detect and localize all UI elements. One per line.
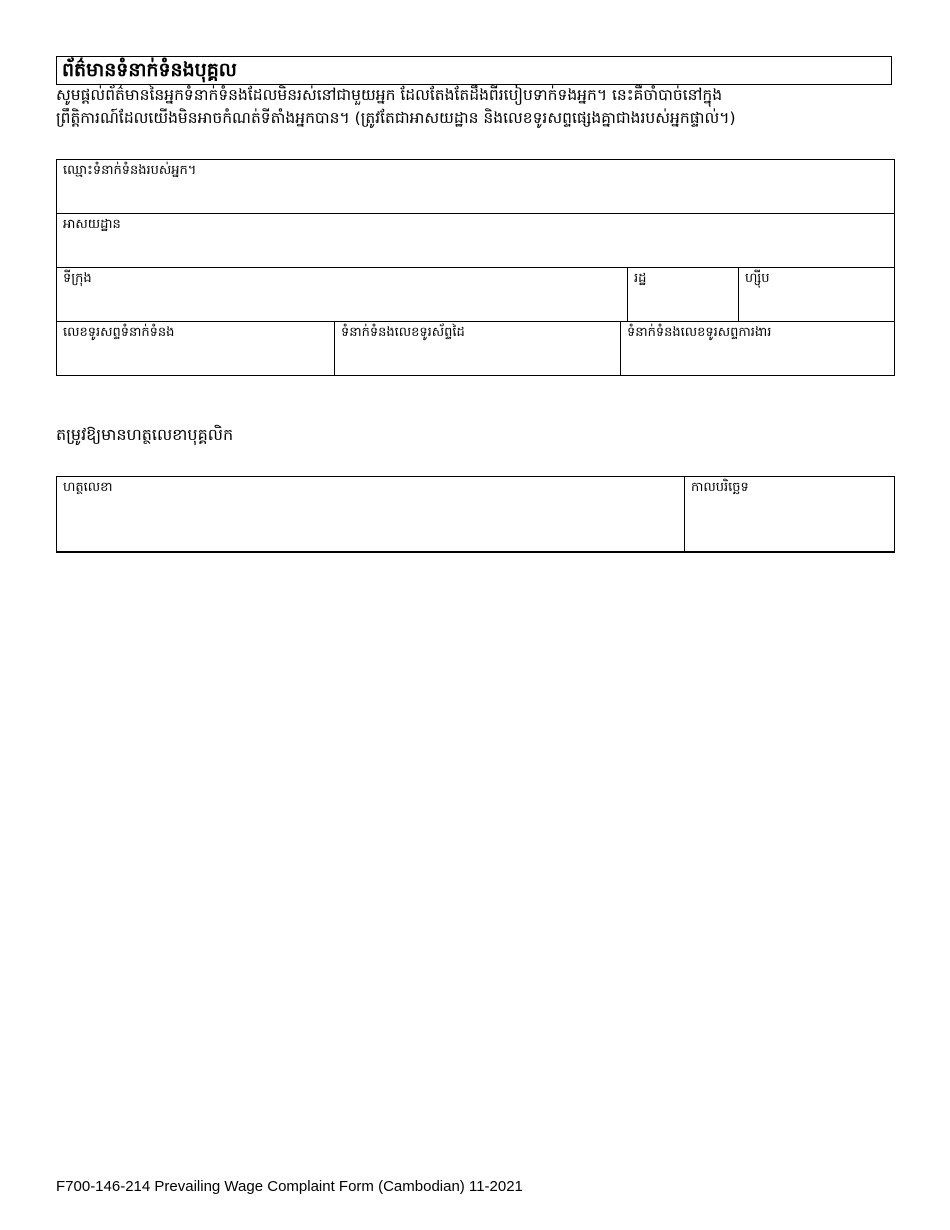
signature-label: ហត្ថលេខា — [63, 480, 113, 495]
intro-line-1: សូមផ្តល់ព័ត៌មាននៃអ្នកទំនាក់ទំនងដែលមិនរស់នៅជាមួយអ្នក ដែលតែងតែដឹងពីរបៀបទាក់ទងអ្នក។ នេះគឺចាំបាច់នៅក្នុង — [56, 86, 723, 104]
date-field[interactable] — [685, 477, 895, 553]
zip-field[interactable] — [739, 268, 895, 322]
city-field[interactable] — [57, 268, 628, 322]
intro-text — [56, 84, 892, 130]
address-label: អាសយដ្ឋាន — [63, 217, 121, 232]
signature-field[interactable] — [57, 477, 685, 553]
contact-name-field[interactable] — [57, 160, 895, 214]
address-field[interactable] — [57, 214, 895, 268]
signature-table — [56, 476, 895, 553]
mobile-phone-label: ទំនាក់ទំនងលេខទូរស័ព្ទដៃ — [341, 325, 465, 340]
work-phone-field[interactable] — [621, 322, 895, 376]
state-label: រដ្ឋ — [634, 271, 647, 286]
mobile-phone-field[interactable] — [335, 322, 621, 376]
contact-phone-field[interactable] — [57, 322, 335, 376]
zip-label: ហ្ស៊ីប — [745, 271, 770, 286]
city-label: ទីក្រុង — [63, 271, 92, 286]
work-phone-label: ទំនាក់ទំនងលេខទូរសព្ទការងារ — [627, 325, 772, 340]
contact-phone-label: លេខទូរសព្ទទំនាក់ទំនង — [63, 325, 175, 340]
intro-line-2: ព្រឹត្តិការណ៍ដែលយើងមិនអាចកំណត់ទីតាំងអ្នកបាន។ (ត្រូវតែជាអាសយដ្ឋាន និងលេខទូរសព្ទផ្សេងគ្នាជាងរបស់អ្នកផ្ទាល់។) — [56, 109, 736, 127]
section-title: ព័ត៌មានទំនាក់ទំនងបុគ្គល — [56, 56, 892, 85]
contact-name-label: ឈ្មោះទំនាក់ទំនងរបស់អ្នក។ — [63, 163, 197, 178]
form-footer: F700-146-214 Prevailing Wage Complaint Form (Cambodian) 11-2021 — [56, 1178, 523, 1195]
state-field[interactable] — [628, 268, 739, 322]
contact-form-table — [56, 159, 895, 376]
date-label: កាលបរិច្ឆេទ — [691, 480, 749, 495]
signature-heading: តម្រូវឱ្យមានហត្ថលេខាបុគ្គលិក — [56, 425, 234, 444]
